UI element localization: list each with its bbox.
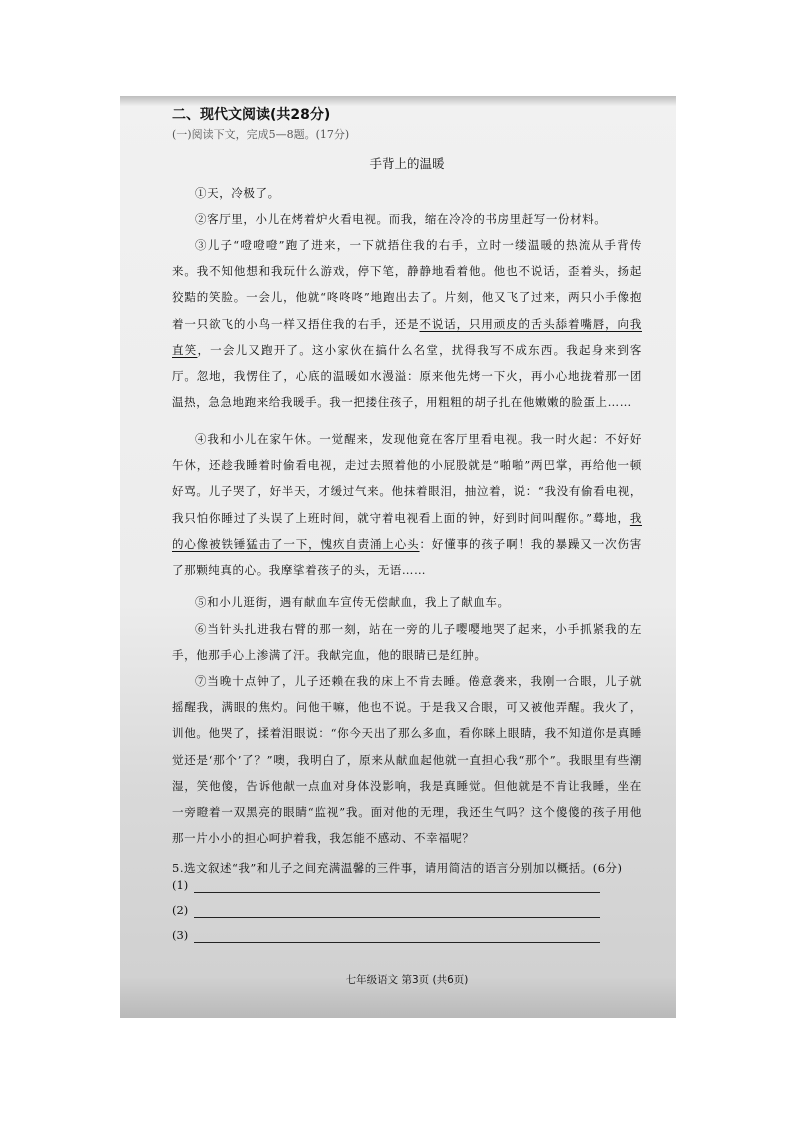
paragraph-1: ①天，冷极了。 xyxy=(195,186,280,200)
paragraph-7: ⑦当晚十点钟了，儿子还赖在我的床上不肯去睡。倦意袭来，我刚一合眼，儿子就摇醒我，满眼的焦灼。问他干嘛，他也不说。于是我又合眼，可又被他弄醒。我火了，训他。他哭了，揉着泪眼说：“你今天出了那么多血，看你眯上眼睛，我不知道你是真睡觉还是‘那个’了？”噢，我明白了，原来从献血起他就一直担心我“那个”。我眼里有些潮湿，笑他傻，告诉他献一点血对身体没影响，我是真睡觉。但他就是不肯让我睡，坐在一旁瞪着一双黑亮的眼睛“监视”我。面对他的无理，我还生气吗？这个傻傻的孩子用他那一片小小的担心呵护着我，我怎能不感动、不幸福呢？ xyxy=(172,674,642,846)
paragraph-6: ⑥当针头扎进我右臂的那一刻，站在一旁的儿子嘤嘤地哭了起来，小手抓紧我的左手，他那手心上渗满了汗。我献完血，他的眼睛已是红肿。 xyxy=(172,622,642,663)
page-footer: 七年级语文 第3页 (共6页) xyxy=(345,974,469,986)
paragraph-4-part-a: ④我和小儿在家午休。一觉醒来，发现他竟在客厅里看电视。我一时火起：不好好午休，还趁我睡着时偷看电视，走过去照着他的小屁股就是“啪啪”两巴掌，再给他一顿好骂。儿子哭了，好半天，才缓过气来。他抹着眼泪，抽泣着，说：“我没有偷看电视，我只怕你睡过了头误了上班时间，就守着电视看上面的钟，好到时间叫醒你。”蓦地， xyxy=(172,432,642,525)
answer-blank-1[interactable] xyxy=(194,892,600,893)
question-5-text: 5.选文叙述“我”和儿子之间充满温馨的三件事，请用简洁的语言分别加以概括。(6分) xyxy=(172,861,623,875)
underlined-sentence-1: 不说话，只用顽皮的舌头舔着嘴唇，向我直笑 xyxy=(172,316,642,357)
answer-number-2: (2) xyxy=(172,903,189,917)
answer-number-1: (1) xyxy=(172,878,189,892)
answer-line-3[interactable] xyxy=(172,926,642,951)
passage-title: 手背上的温暖 xyxy=(369,156,445,171)
question-5 xyxy=(172,860,642,951)
answer-number-3: (3) xyxy=(172,928,189,942)
paragraph-4 xyxy=(172,426,642,583)
answer-blank-2[interactable] xyxy=(194,917,600,918)
reading-instruction: (一)阅读下文，完成5—8题。(17分) xyxy=(172,128,350,141)
paragraph-5: ⑤和小儿逛街，遇有献血车宣传无偿献血，我上了献血车。 xyxy=(195,595,510,609)
paragraph-2: ②客厅里，小儿在烤着炉火看电视。而我，缩在冷冷的书房里赶写一份材料。 xyxy=(195,212,607,226)
paragraph-3 xyxy=(172,232,642,415)
paragraph-3-part-b: ，一会儿又跑开了。这小家伙在搞什么名堂，扰得我写不成东西。我起身来到客厅。忽地，我愣住了，心底的温暖如水漫溢：原来他先烤一下火，再小心地拢着那一团温热，急急地跑来给我暖手。我一把搂住孩子，用粗粗的胡子扎在他嫩嫩的脸蛋上…… xyxy=(172,342,643,410)
answer-line-2[interactable] xyxy=(172,901,642,926)
underlined-sentence-2: 我的心像被铁锤猛击了一下，愧疚自责涌上心头 xyxy=(172,510,642,551)
section-title: 二、现代文阅读(共28分) xyxy=(172,107,331,123)
paragraph-3-part-a: ③儿子“噔噔噔”跑了进来，一下就捂住我的右手，立时一缕温暖的热流从手背传来。我不知他想和我玩什么游戏，停下笔，静静地看着他。他也不说话，歪着头，扬起狡黠的笑脸。一会儿，他就“咚咚咚”地跑出去了。片刻，他又飞了过来，两只小手像抱着一只欲飞的小鸟一样又捂住我的右手，还是 xyxy=(172,238,642,331)
answer-blank-3[interactable] xyxy=(194,942,600,943)
answer-line-1[interactable] xyxy=(172,876,642,901)
paragraph-4-part-b: ：好懂事的孩子啊！我的暴躁又一次伤害了那颗纯真的心。我摩挲着孩子的头，无语…… xyxy=(172,536,642,578)
exam-page xyxy=(120,96,676,1018)
